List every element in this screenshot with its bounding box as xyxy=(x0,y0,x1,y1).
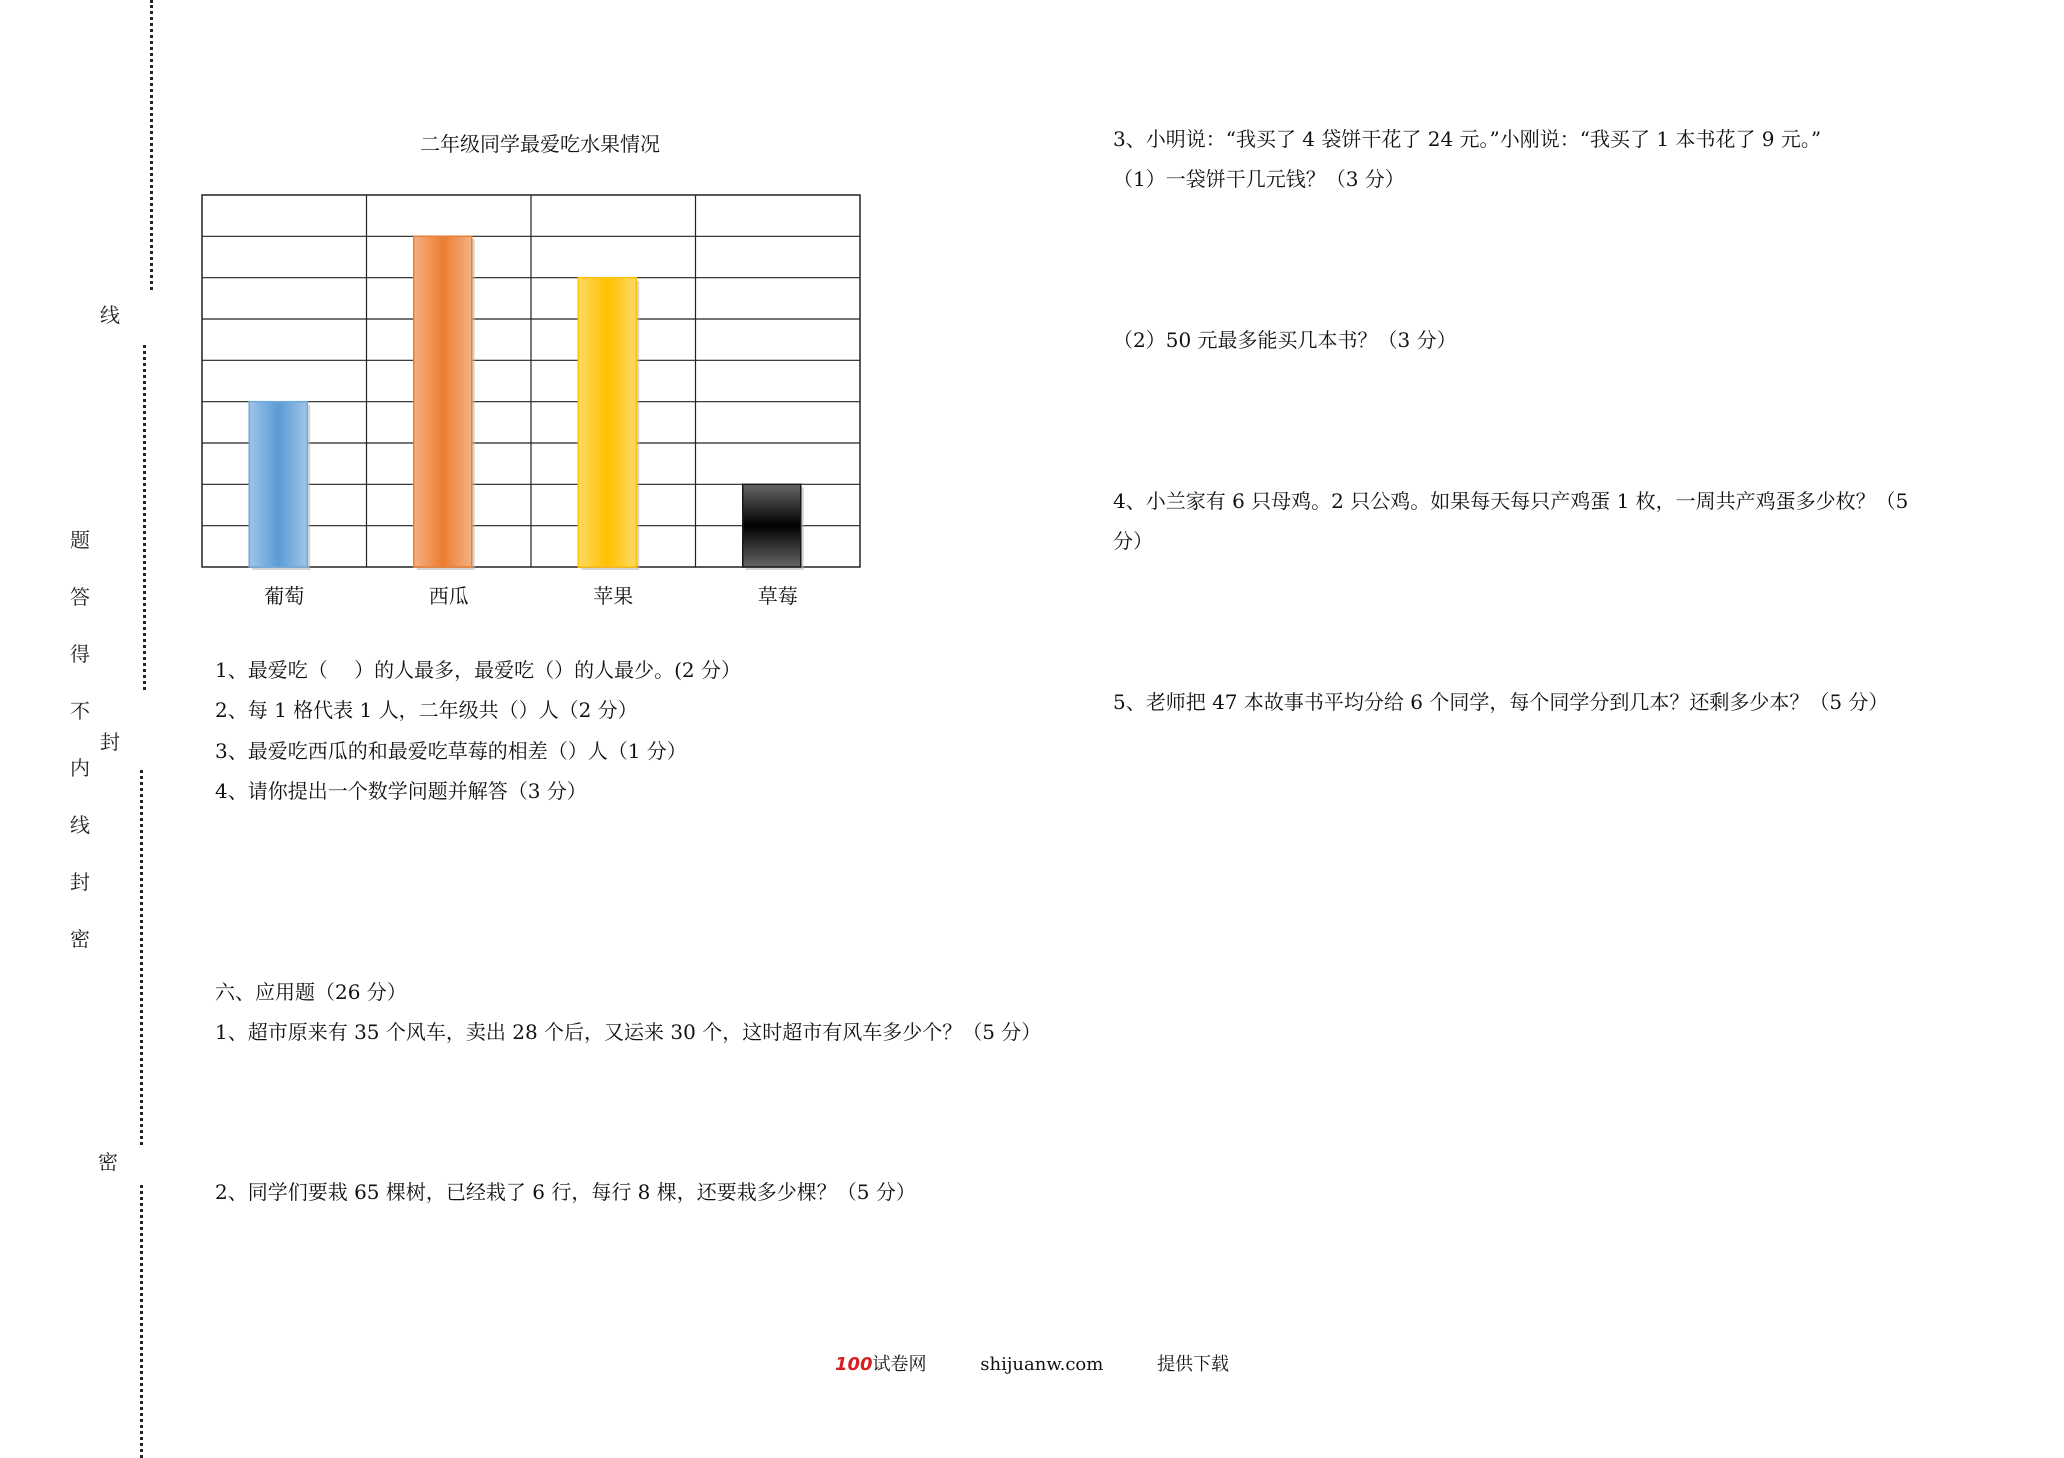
application-question-4-line-2: 分） xyxy=(1113,529,1153,553)
chart-question-3: 3、最爱吃西瓜的和最爱吃草莓的相差（）人（1 分） xyxy=(215,739,687,763)
chart-bar-草莓 xyxy=(743,484,801,567)
chart-question-4: 4、请你提出一个数学问题并解答（3 分） xyxy=(215,779,587,803)
application-question-3: 3、小明说：“我买了 4 袋饼干花了 24 元。”小刚说：“我买了 1 本书花了 9 元。” xyxy=(1113,127,1822,151)
seal-dotted-line-bottom xyxy=(140,1185,143,1458)
seal-dotted-line-top xyxy=(150,0,153,290)
footer-watermark xyxy=(0,1350,2064,1376)
footer-url[interactable]: shijuanw.com xyxy=(980,1354,1104,1375)
chart-bar-葡萄 xyxy=(249,402,307,567)
section-six-heading: 六、应用题（26 分） xyxy=(215,980,407,1004)
seal-char-feng: 封 xyxy=(100,730,120,754)
chart-category-label: 葡萄 xyxy=(264,584,305,608)
chart-question-2: 2、每 1 格代表 1 人，二年级共（）人（2 分） xyxy=(215,698,638,722)
seal-dotted-line-middle xyxy=(143,345,146,690)
footer-note: 提供下载 xyxy=(1157,1354,1230,1375)
application-question-1: 1、超市原来有 35 个风车，卖出 28 个后，又运来 30 个，这时超市有风车多少个？（5 分） xyxy=(215,1020,1042,1044)
application-question-5: 5、老师把 47 本故事书平均分给 6 个同学，每个同学分到几本？还剩多少本？（5 分） xyxy=(1113,690,1889,714)
seal-char-mi: 密 xyxy=(98,1150,118,1174)
chart-bar-苹果 xyxy=(578,278,636,567)
chart-question-1: 1、最爱吃（ ）的人最多，最爱吃（）的人最少。(2 分） xyxy=(215,658,741,682)
footer-site-name: 试卷网 xyxy=(872,1354,927,1375)
seal-notice-column: 题 答 得 不 内 线 封 密 xyxy=(70,528,90,951)
chart-category-label: 西瓜 xyxy=(428,584,469,608)
application-question-4-line-1: 4、小兰家有 6 只母鸡。2 只公鸡。如果每天每只产鸡蛋 1 枚，一周共产鸡蛋多少枚？（5 xyxy=(1113,489,1909,513)
fruit-bar-chart xyxy=(190,185,880,615)
application-question-2: 2、同学们要栽 65 棵树，已经栽了 6 行，每行 8 棵，还要栽多少棵？（5 分） xyxy=(215,1180,916,1204)
chart-bar-西瓜 xyxy=(414,236,472,567)
application-question-3-part-1: （1）一袋饼干几元钱？（3 分） xyxy=(1113,167,1405,191)
footer-logo: 100 xyxy=(834,1354,873,1375)
chart-title: 二年级同学最爱吃水果情况 xyxy=(420,132,660,156)
chart-category-label: 苹果 xyxy=(593,584,634,608)
application-question-3-part-2: （2）50 元最多能买几本书？（3 分） xyxy=(1113,328,1457,352)
seal-char-line-top: 线 xyxy=(100,303,120,327)
chart-category-label: 草莓 xyxy=(757,584,798,608)
seal-dotted-line-lower xyxy=(140,770,143,1145)
